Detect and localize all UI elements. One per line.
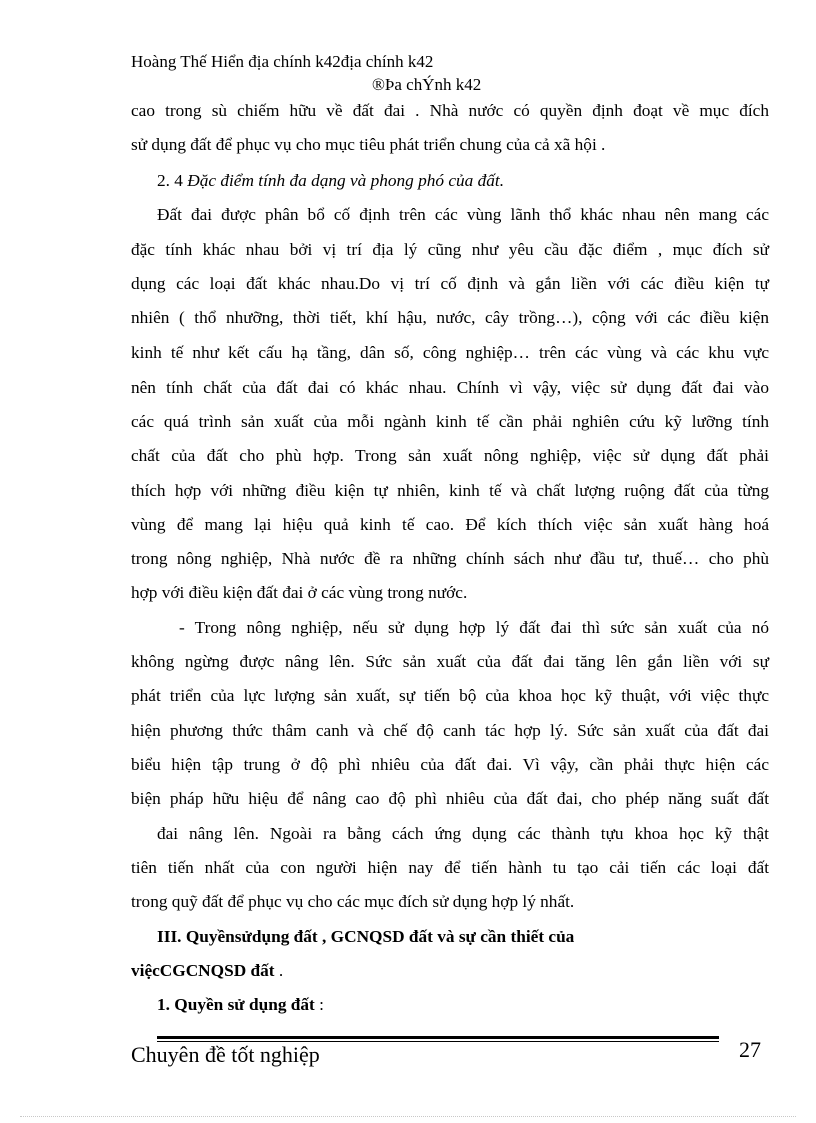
- section-heading-iii-tail: .: [274, 961, 284, 980]
- heading-number: 2. 4: [157, 171, 188, 190]
- paragraph-line: đai nâng lên. Ngoài ra bằng cách ứng dụng các thành tựu khoa học kỹ thật: [157, 824, 769, 843]
- subsection-heading-tail: :: [319, 995, 324, 1014]
- paragraph-line: biểu hiện tập trung ở độ phì nhiêu của đất đai. Vì vậy, cần phải thực hiện các: [131, 755, 769, 774]
- paragraph-line: kinh tế như kết cấu hạ tầng, dân số, công nghiệp… trên các vùng và các khu vực: [131, 343, 769, 362]
- paragraph-line: trong quỹ đất để phục vụ cho các mục đích sử dụng hợp lý nhất.: [131, 892, 575, 911]
- paragraph-line: chất của đất cho phù hợp. Trong sản xuất nông nghiệp, việc sử dụng đất phải: [131, 446, 769, 465]
- paragraph-line: đặc tính khác nhau bởi vị trí địa lý cũng như yêu cầu đặc điểm , mục đích sử: [131, 240, 769, 259]
- paragraph-line: nên tính chất của đất đai có khác nhau. Chính vì vậy, việc sử dụng đất đai vào: [131, 378, 769, 397]
- footer-title: Chuyên đề tốt nghiệp: [131, 1042, 320, 1067]
- paragraph-line: dụng các loại đất khác nhau.Do vị trí cố định và gắn liền với các điều kiện tự: [131, 274, 769, 293]
- paragraph-line: Đất đai được phân bổ cố định trên các vùng lãnh thổ khác nhau nên mang các: [157, 205, 769, 224]
- paragraph-line: phát triển của lực lượng sản xuất, sự tiến bộ của khoa học kỹ thuật, với việc thực: [131, 686, 769, 705]
- paragraph-line: - Trong nông nghiệp, nếu sử dụng hợp lý đất đai thì sức sản xuất của nó: [179, 618, 769, 637]
- section-heading-iii: III. Quyềnsửdụng đất , GCNQSD đất và sự cần thiết của: [157, 927, 575, 946]
- page-bottom-dotted-line: [20, 1116, 796, 1117]
- section-heading-iii-text: việcCGCNQSD đất: [131, 961, 275, 980]
- paragraph-line: trong nông nghiệp, Nhà nước đề ra những chính sách như đầu tư, thuế… cho phù: [131, 549, 769, 568]
- section-heading-2-4: [131, 169, 769, 193]
- paragraph-line: nhiên ( thổ nhưỡng, thời tiết, khí hậu, nước, cây trồng…), cộng với các điều kiện: [131, 308, 769, 327]
- paragraph-line: tiên tiến nhất của con người hiện nay để tiến hành tu tạo cải tiến các loại đất: [131, 858, 769, 877]
- section-heading-iii-cont: [131, 959, 769, 983]
- paragraph-line: hiện phương thức thâm canh và chế độ canh tác hợp lý. Sức sản xuất của đất đai: [131, 721, 769, 740]
- footer-rule-thick: [157, 1036, 719, 1039]
- subsection-heading-1: [131, 993, 769, 1017]
- paragraph-line: các quá trình sản xuất của mỗi ngành kinh tế cần phải nghiên cứu kỹ lưỡng tính: [131, 412, 769, 431]
- subsection-heading-text: 1. Quyền sử dụng đất: [157, 995, 315, 1014]
- running-header-author: Hoàng Thế Hiển địa chính k42địa chính k42: [131, 52, 434, 71]
- paragraph-line: thích hợp với những điều kiện tự nhiên, kinh tế và chất lượng ruộng đất của từng: [131, 481, 769, 500]
- heading-text: Đặc điểm tính đa dạng và phong phó của đất.: [187, 171, 505, 190]
- paragraph-line: sử dụng đất để phục vụ cho mục tiêu phát triển chung của cả xã hội .: [131, 135, 606, 154]
- paragraph-line: biện pháp hữu hiệu để nâng cao độ phì nhiêu của đất đai, cho phép năng suất đất: [131, 789, 769, 808]
- page-number: 27: [739, 1037, 761, 1062]
- paragraph-line: không ngừng được nâng lên. Sức sản xuất của đất đai tăng lên gắn liền với sự: [131, 652, 769, 671]
- paragraph-line: hợp với điều kiện đất đai ở các vùng trong nước.: [131, 583, 468, 602]
- running-header-subject: ®Þa chÝnh k42: [372, 75, 482, 94]
- paragraph-line: vùng để mang lại hiệu quả kinh tế cao. Để kích thích việc sản xuất hàng hoá: [131, 515, 769, 534]
- paragraph-line: cao trong sù chiếm hữu về đất đai . Nhà nước có quyền định đoạt về mục đích: [131, 101, 769, 120]
